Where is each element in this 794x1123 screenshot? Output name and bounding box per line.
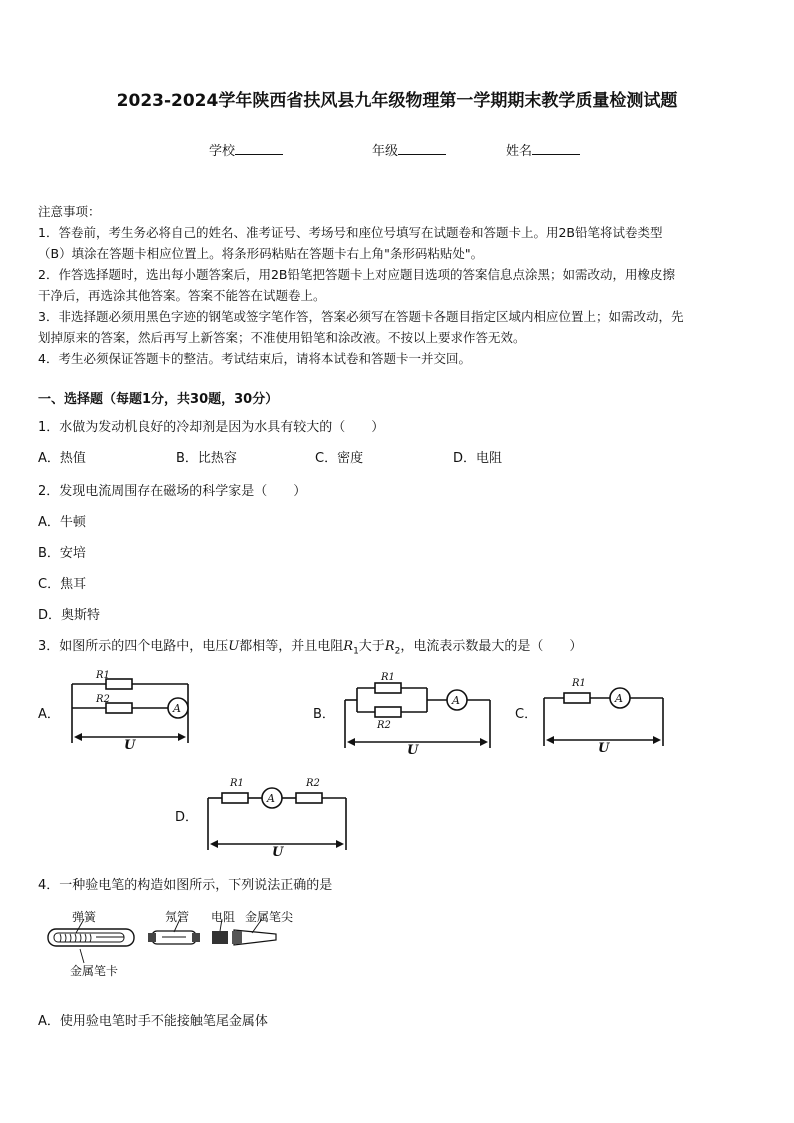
notice-line-6: 划掉原来的答案，然后再写上新答案；不准使用铅笔和涂改液。不按以上要求作答无效。 [38, 330, 526, 345]
q1-option-d[interactable]: D．电阻 [453, 451, 503, 466]
q3-stem-d: ，电流表示数最大的是（ ） [400, 639, 583, 654]
q3-stem-b: 都相等，并且电阻 [239, 639, 344, 654]
circuit-b-r1-label: R1 [381, 672, 395, 683]
q2-option-c[interactable]: C．焦耳 [38, 577, 87, 592]
q3-voltage-symbol: U [228, 639, 240, 654]
circuit-d-r2-label: R2 [306, 778, 320, 789]
q2-stem: 2．发现电流周围存在磁场的科学家是（ ） [38, 484, 307, 499]
q1-option-a[interactable]: A．热值 [38, 451, 86, 466]
school-field [209, 140, 283, 159]
q3-option-d[interactable]: D． [175, 810, 199, 825]
name-field [506, 140, 580, 159]
label-metal-tip: 金属笔尖 [245, 910, 294, 924]
grade-field [372, 140, 446, 159]
circuit-a-r2-label: R2 [96, 694, 110, 705]
circuit-c-ammeter-label: A [615, 692, 623, 705]
q3-stem-c: 大于 [358, 639, 385, 654]
circuit-d-diagram [200, 772, 355, 858]
q3-option-c[interactable]: C． [515, 707, 538, 722]
notice-line-2: （B）填涂在答题卡相应位置上。将条形码粘贴在答题卡右上角"条形码粘贴处"。 [38, 246, 484, 261]
q3-option-b[interactable]: B． [313, 707, 335, 722]
q2-option-b[interactable]: B．安培 [38, 546, 86, 561]
q3-stem [38, 635, 582, 657]
notice-line-3: 2．作答选择题时，选出每小题答案后，用2B铅笔把答题卡上对应题目选项的答案信息点涂黑；如需改动，用橡皮擦 [38, 267, 675, 282]
q4-stem: 4．一种验电笔的构造如图所示，下列说法正确的是 [38, 878, 333, 893]
grade-label: 年级 [372, 144, 399, 159]
circuit-a-ammeter-label: A [173, 702, 181, 715]
notice-heading: 注意事项： [38, 204, 101, 219]
q1-stem: 1．水做为发动机良好的冷却剂是因为水具有较大的（ ） [38, 420, 385, 435]
circuit-c-diagram [536, 672, 670, 752]
circuit-d-voltage-label: U [272, 845, 284, 858]
resistor-block [212, 931, 228, 944]
q3-r1-symbol: R [343, 639, 354, 654]
q2-option-a[interactable]: A．牛顿 [38, 515, 86, 530]
circuit-d-r1-label: R1 [230, 778, 244, 789]
q3-r2-symbol: R [384, 639, 395, 654]
label-metal-clip: 金属笔卡 [70, 964, 119, 978]
circuit-b-ammeter-label: A [452, 694, 460, 707]
q1-option-b[interactable]: B．比热容 [176, 451, 237, 466]
circuit-b-voltage-label: U [407, 743, 419, 756]
circuit-c-r1-label: R1 [572, 678, 586, 689]
label-spring: 弹簧 [72, 910, 97, 924]
name-blank[interactable] [532, 142, 580, 155]
page-title: 2023-2024学年陕西省扶风县九年级物理第一学期期末教学质量检测试题 [116, 91, 678, 111]
name-label: 姓名 [506, 144, 533, 159]
q3-r2-sub: 2 [394, 646, 401, 657]
circuit-a-r1-label: R1 [96, 670, 110, 681]
label-resistor: 电阻 [211, 910, 236, 924]
q3-stem-a: 3．如图所示的四个电路中，电压 [38, 639, 229, 654]
notice-line-5: 3．非选择题必须用黑色字迹的钢笔或签字笔作答，答案必须写在答题卡各题目指定区域内相应位置上；如需改动，先 [38, 309, 684, 324]
school-label: 学校 [209, 144, 236, 159]
circuit-c-voltage-label: U [598, 741, 610, 752]
q3-option-a[interactable]: A． [38, 707, 60, 722]
q1-option-c[interactable]: C．密度 [315, 451, 364, 466]
circuit-a-voltage-label: U [124, 738, 136, 751]
circuit-b-r2-label: R2 [377, 720, 391, 731]
circuit-a-diagram [62, 667, 197, 751]
notice-line-7: 4．考生必须保证答题卡的整洁。考试结束后，请将本试卷和答题卡一并交回。 [38, 351, 471, 366]
school-blank[interactable] [235, 142, 283, 155]
section-heading: 一、选择题（每题1分，共30题，30分） [38, 392, 279, 407]
grade-blank[interactable] [398, 142, 446, 155]
circuit-d-ammeter-label: A [267, 792, 275, 805]
notice-line-1: 1．答卷前，考生务必将自己的姓名、准考证号、考场号和座位号填写在试题卷和答题卡上。用2B铅笔将试卷类型 [38, 225, 663, 240]
q2-option-d[interactable]: D．奥斯特 [38, 608, 101, 623]
notice-line-4: 干净后，再选涂其他答案。答案不能答在试题卷上。 [38, 288, 326, 303]
label-neon-tube: 氖管 [165, 910, 190, 924]
circuit-b-diagram [335, 672, 495, 756]
q3-r1-sub: 1 [353, 646, 359, 657]
q4-option-a[interactable]: A．使用验电笔时手不能接触笔尾金属体 [38, 1014, 268, 1029]
